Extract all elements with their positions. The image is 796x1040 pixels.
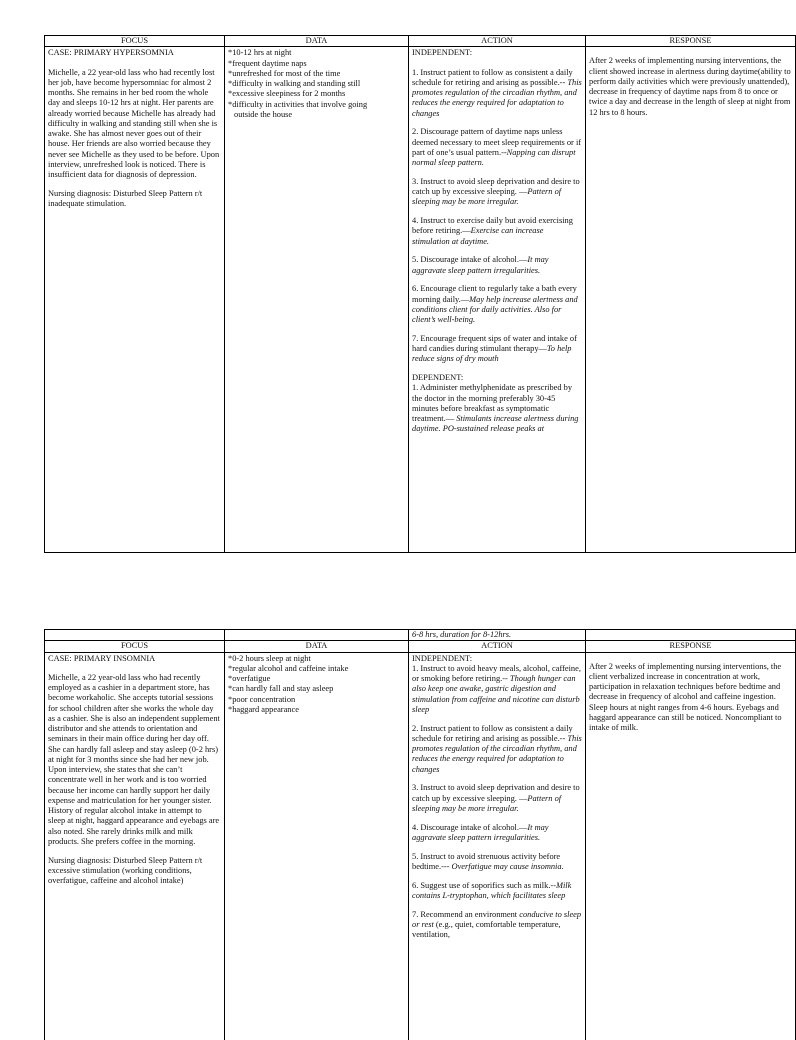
action-item: [412, 216, 582, 247]
nursing-diagnosis: Nursing diagnosis: Disturbed Sleep Pattern r/t excessive stimulation (working conditions, overfatigue, caffeine and alcohol intake): [48, 855, 203, 885]
action-text: 3. Instruct to avoid sleep deprivation and desire to catch up by excessive sleeping. —: [412, 176, 580, 196]
data-item: *regular alcohol and caffeine intake: [228, 663, 349, 673]
action-item: [412, 284, 582, 325]
action-rationale: conducive to sleep or rest: [412, 909, 582, 929]
case-title: CASE: PRIMARY HYPERSOMNIA: [48, 48, 174, 58]
continuation-text: 6-8 hrs, duration for 8-12hrs.: [412, 630, 512, 639]
header-row: [45, 36, 796, 47]
dependent-label: DEPENDENT:: [412, 373, 464, 382]
action-text: 1. Instruct to avoid heavy meals, alcohol, caffeine, or smoking before retiring.--: [412, 663, 581, 683]
action-item: [412, 823, 582, 844]
action-text: 1. Instruct patient to follow as consistent a daily schedule for retiring and arising as possible.--: [412, 67, 573, 87]
action-text: 5. Instruct to avoid strenuous activity before bedtime.---: [412, 851, 561, 871]
header-focus: FOCUS: [45, 641, 225, 652]
action-item: [412, 68, 582, 119]
independent-label: INDEPENDENT:: [412, 48, 473, 58]
data-cell: [225, 47, 409, 553]
data-item: *excessive sleepiness for 2 months: [228, 89, 346, 99]
case-title: CASE: PRIMARY INSOMNIA: [48, 653, 156, 663]
care-plan-table-insomnia: [44, 629, 796, 1040]
data-item: *0-2 hours sleep at night: [228, 653, 311, 663]
action-cell: [409, 47, 586, 553]
action-text: 4. Instruct to exercise daily but avoid exercising before retiring.—: [412, 216, 573, 236]
header-action: ACTION: [409, 641, 586, 652]
data-item: *difficulty in activities that involve going: [228, 99, 368, 109]
focus-cell: [45, 652, 225, 1040]
body-row: [45, 652, 796, 1040]
action-cell: [409, 652, 586, 1040]
header-data: DATA: [225, 36, 409, 47]
dependent-item: [412, 383, 582, 434]
action-item: [412, 255, 582, 276]
action-rationale: Overfatigue may cause insomnia.: [451, 861, 564, 871]
response-text: After 2 weeks of implementing nursing interventions, the client verbalized increase in concentration at work, participation in relaxation techniques before bedtime and decrease in frequency of alcohol and caffeine ingestion. Sleep hours at night ranges from 4-6 hours. Eyebags and haggard appearance can still be noticed. Noncompliant to intake of milk.: [589, 661, 782, 732]
action-rationale: Milk contains L-tryptophan, which facilitates sleep: [412, 880, 572, 900]
header-focus: FOCUS: [45, 36, 225, 47]
action-text: 2. Discourage pattern of daytime naps unless deemed necessary to meet sleep requirements or if part of one’s usual pattern.--: [412, 127, 582, 157]
data-item: *poor concentration: [228, 694, 296, 704]
action-rationale: This promotes regulation of the circadian rhythm, and reduces the energy required for adaptation to changes: [412, 733, 582, 774]
action-item: [412, 664, 582, 715]
action-rationale: May help increase alertness and conditions client for daily activities. Also for client’s well-being.: [412, 294, 578, 324]
action-text: 3. Instruct to avoid sleep deprivation and desire to catch up by excessive sleeping. —: [412, 783, 580, 803]
care-plan-table-hypersomnia: [44, 35, 796, 553]
header-row: [45, 641, 796, 652]
dependent-text: 1. Administer methylphenidate as prescribed by the doctor in the morning preferably 30-45 minutes before breakfast as symptomatic treatment.—: [412, 383, 573, 423]
header-response: RESPONSE: [586, 36, 796, 47]
data-item: *unrefreshed for most of the time: [228, 68, 341, 78]
action-item: [412, 910, 582, 941]
action-text: 7. Encourage frequent sips of water and intake of hard candies during stimulant therapy—: [412, 333, 577, 353]
action-item: [412, 783, 582, 814]
action-item: [412, 852, 582, 873]
action-rationale: Exercise can increase stimulation at daytime.: [412, 226, 544, 246]
continuation-row: [45, 630, 796, 641]
action-rationale: Pattern of sleeping may be more irregular.: [412, 187, 562, 207]
data-cell: [225, 652, 409, 1040]
action-rationale: It may aggravate sleep pattern irregularities.: [412, 255, 549, 275]
action-text: 7. Recommend an environment: [412, 909, 518, 919]
action-rationale: Napping can disrupt normal sleep pattern.: [412, 147, 576, 167]
response-cell: [586, 47, 796, 553]
data-item: outside the house: [234, 109, 293, 119]
focus-cell: [45, 47, 225, 553]
dependent-rationale: Stimulants increase alertness during daytime. PO-sustained release peaks at: [412, 414, 579, 434]
action-item: [412, 177, 582, 208]
nursing-diagnosis: Nursing diagnosis: Disturbed Sleep Pattern r/t inadequate stimulation.: [48, 188, 203, 208]
action-text: 5. Discourage intake of alcohol.—: [412, 255, 528, 265]
response-text: After 2 weeks of implementing nursing interventions, the client showed increase in alertness during daytime(ability to perform daily activities which were previously unattended), decrease in frequency of daytime naps from 8 to once or twice a day and decrease in the length of sleep at night from 12 hrs to 8 hours.: [589, 56, 791, 117]
action-text: 6. Encourage client to regularly take a bath every morning daily.—: [412, 284, 577, 304]
header-response: RESPONSE: [586, 641, 796, 652]
body-row: [45, 47, 796, 553]
data-item: *10-12 hrs at night: [228, 48, 292, 58]
action-rationale: It may aggravate sleep pattern irregularities.: [412, 822, 549, 842]
action-text: 6. Suggest use of soporifics such as milk.--: [412, 880, 556, 890]
header-data: DATA: [225, 641, 409, 652]
data-item: *can hardly fall and stay asleep: [228, 684, 334, 694]
header-action: ACTION: [409, 36, 586, 47]
data-item: *difficulty in walking and standing still: [228, 79, 361, 88]
response-cell: [586, 652, 796, 1040]
independent-label: INDEPENDENT:: [412, 653, 473, 663]
action-text: (e.g., quiet, comfortable temperature, ventilation,: [412, 919, 561, 939]
action-item: [412, 724, 582, 775]
action-rationale: To help reduce signs of dry mouth: [412, 344, 572, 364]
action-rationale: This promotes regulation of the circadian rhythm, and reduces the energy required for adaptation to changes: [412, 77, 582, 118]
action-text: 2. Instruct patient to follow as consistent a daily schedule for retiring and arising as possible.--: [412, 723, 573, 743]
data-item: *haggard appearance: [228, 704, 299, 714]
case-text: Michelle, a 22 year-old lass who had recently lost her job, have become hypersomniac for almost 2 months. She remains in her bed room the whole day and sleeps 10-12 hrs at night. Her parents are already worried because Michelle has already had difficulty in walking and standing still when she is awake. She has almost never goes out of their house. Her friends are also worried because they never see Michelle as they used to be before. Upon interview, unrefreshed look is noticed. There is insufficient data for diagnosis of depression.: [48, 67, 220, 179]
action-item: [412, 881, 582, 902]
action-text: 4. Discourage intake of alcohol.—: [412, 822, 528, 832]
action-rationale: Pattern of sleeping may be more irregular.: [412, 793, 562, 813]
action-rationale: Though hunger can also keep one awake, gastric digestion and stimulation from caffeine and nicotine can disturb sleep: [412, 674, 580, 714]
action-item: [412, 334, 582, 365]
data-item: *frequent daytime naps: [228, 58, 307, 68]
case-text: Michelle, a 22 year-old lass who had recently employed as a cashier in a department store, has become workaholic. She accepts tutorial sessions for school children after she works the whole day as a cashier. She is also an independent supplement distributor and she attends to orientation and seminars in their main office during her day off. She can hardly fall asleep and stay asleep (0-2 hrs) at night for 3 months since she had her new job. Upon interview, she states that she can’t concentrate well in her work and is too worried because her income can hardly support her daily expense and matriculation for her younger sister. History of regular alcohol intake in attempt to sleep at night, haggard appearance and eyebags are also noted. She rarely drinks milk and milk products. She prefers coffee in the morning.: [48, 672, 220, 846]
action-item: [412, 127, 582, 168]
data-item: *overfatigue: [228, 674, 271, 683]
